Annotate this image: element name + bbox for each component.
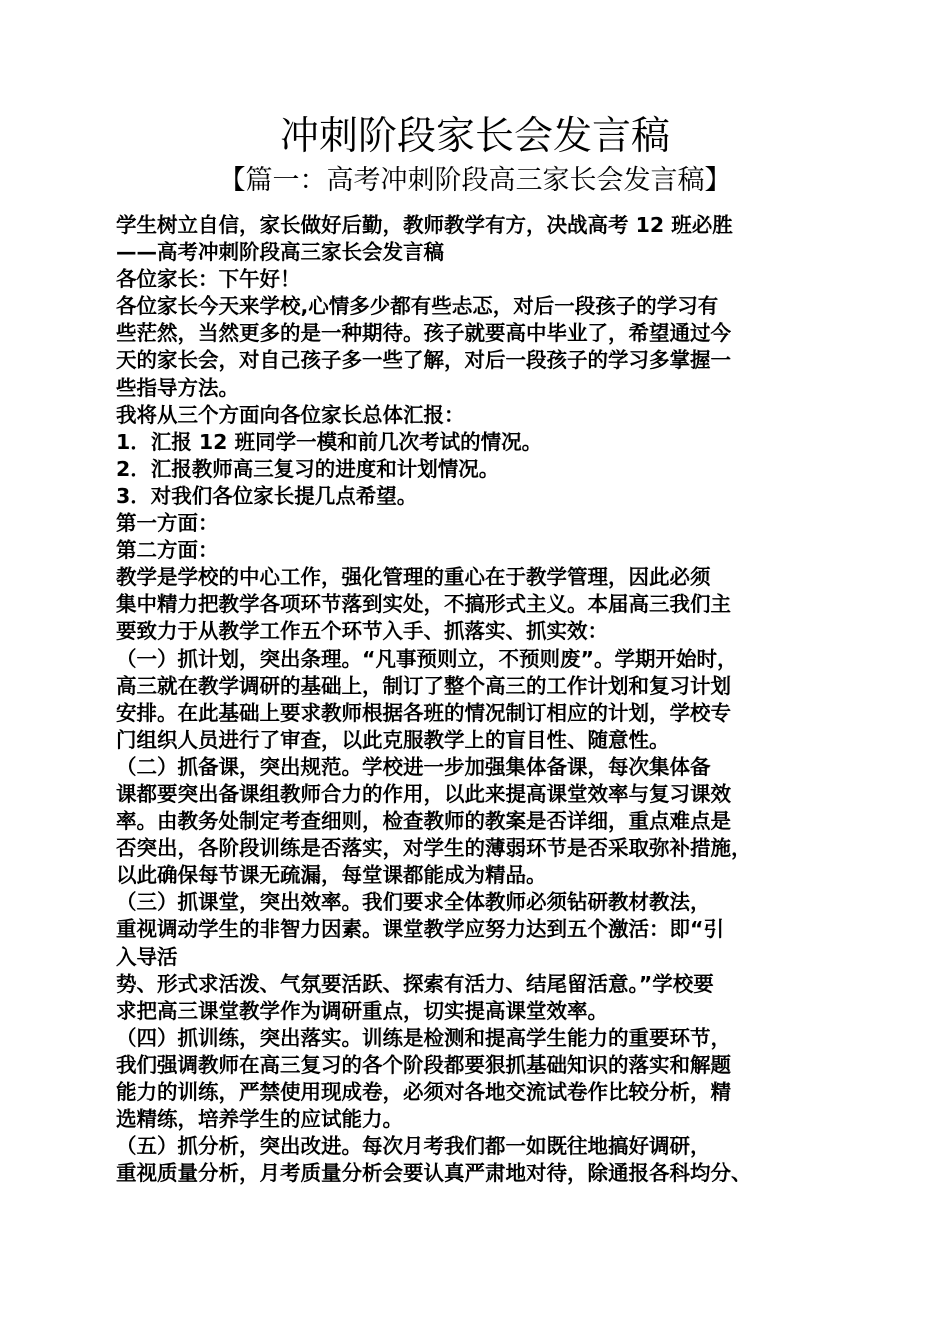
document-subtitle: 【篇一：高考冲刺阶段高三家长会发言稿】 <box>218 165 732 196</box>
body-line: 些茫然，当然更多的是一种期待。孩子就要高中毕业了，希望通过今 <box>116 321 731 346</box>
body-line: 学生树立自信，家长做好后勤，教师教学有方，决战高考 12 班必胜 <box>116 213 733 237</box>
body-line: 2．汇报教师高三复习的进度和计划情况。 <box>116 456 500 481</box>
body-line: 高三就在教学调研的基础上，制订了整个高三的工作计划和复习计划 <box>116 673 731 698</box>
body-line: 3．对我们各位家长提几点希望。 <box>116 483 418 508</box>
body-line: 要致力于从教学工作五个环节入手、抓落实、抓实效： <box>116 619 608 644</box>
body-line: ——高考冲刺阶段高三家长会发言稿 <box>116 240 444 265</box>
body-line: 求把高三课堂教学作为调研重点，切实提高课堂效率。 <box>116 998 608 1023</box>
body-line: 第一方面： <box>116 511 219 536</box>
body-line: 能力的训练，严禁使用现成卷，必须对各地交流试卷作比较分析，精 <box>116 1080 731 1104</box>
body-line: （三）抓课堂，突出效率。我们要求全体教师必须钻研教材教法， <box>116 890 711 915</box>
body-line: 入导活 <box>116 944 178 969</box>
body-line: 教学是学校的中心工作，强化管理的重心在于教学管理，因此必须 <box>116 565 711 590</box>
body-line: 率。由教务处制定考查细则，检查教师的教案是否详细，重点难点是 <box>116 809 731 834</box>
body-line: 各位家长：下午好！ <box>116 267 301 292</box>
document-title: 冲刺阶段家长会发言稿 <box>279 114 670 159</box>
body-line: （四）抓训练，突出落实。训练是检测和提高学生能力的重要环节， <box>116 1025 731 1050</box>
body-line: 各位家长今天来学校,心情多少都有些忐忑，对后一段孩子的学习有 <box>116 294 719 319</box>
body-line: （一）抓计划，突出条理。“凡事预则立，不预则废”。学期开始时， <box>116 646 738 671</box>
body-line: 以此确保每节课无疏漏，每堂课都能成为精品。 <box>116 863 547 888</box>
body-line: 我将从三个方面向各位家长总体汇报： <box>116 402 465 427</box>
body-line: 安排。在此基础上要求教师根据各班的情况制订相应的计划，学校专 <box>116 700 731 725</box>
body-line: 天的家长会，对自己孩子多一些了解，对后一段孩子的学习多掌握一 <box>116 348 731 373</box>
body-line: 门组织人员进行了审查，以此克服教学上的盲目性、随意性。 <box>116 727 670 752</box>
body-line: 课都要突出备课组教师合力的作用，以此来提高课堂效率与复习课效 <box>116 781 731 806</box>
body-line: 选精练，培养学生的应试能力。 <box>116 1107 403 1132</box>
document-body <box>116 212 850 1187</box>
body-line: （二）抓备课，突出规范。学校进一步加强集体备课，每次集体备 <box>116 754 711 779</box>
body-line: 重视质量分析，月考质量分析会要认真严肃地对待，除通报各科均分、 <box>116 1161 752 1186</box>
body-line: 否突出，各阶段训练是否落实，对学生的薄弱环节是否采取弥补措施， <box>116 836 752 861</box>
body-line: 些指导方法。 <box>116 375 239 400</box>
body-line: （五）抓分析，突出改进。每次月考我们都一如既往地搞好调研， <box>116 1134 711 1159</box>
body-line: 势、形式求活泼、气氛要活跃、探索有活力、结尾留活意。”学校要 <box>116 971 714 996</box>
body-line: 第二方面： <box>116 538 219 563</box>
body-line: 集中精力把教学各项环节落到实处，不搞形式主义。本届高三我们主 <box>116 592 731 617</box>
body-line: 重视调动学生的非智力因素。课堂教学应努力达到五个激活：即“引 <box>116 917 724 942</box>
body-line: 1．汇报 12 班同学一模和前几次考试的情况。 <box>116 429 543 454</box>
body-line: 我们强调教师在高三复习的各个阶段都要狠抓基础知识的落实和解题 <box>116 1052 731 1077</box>
